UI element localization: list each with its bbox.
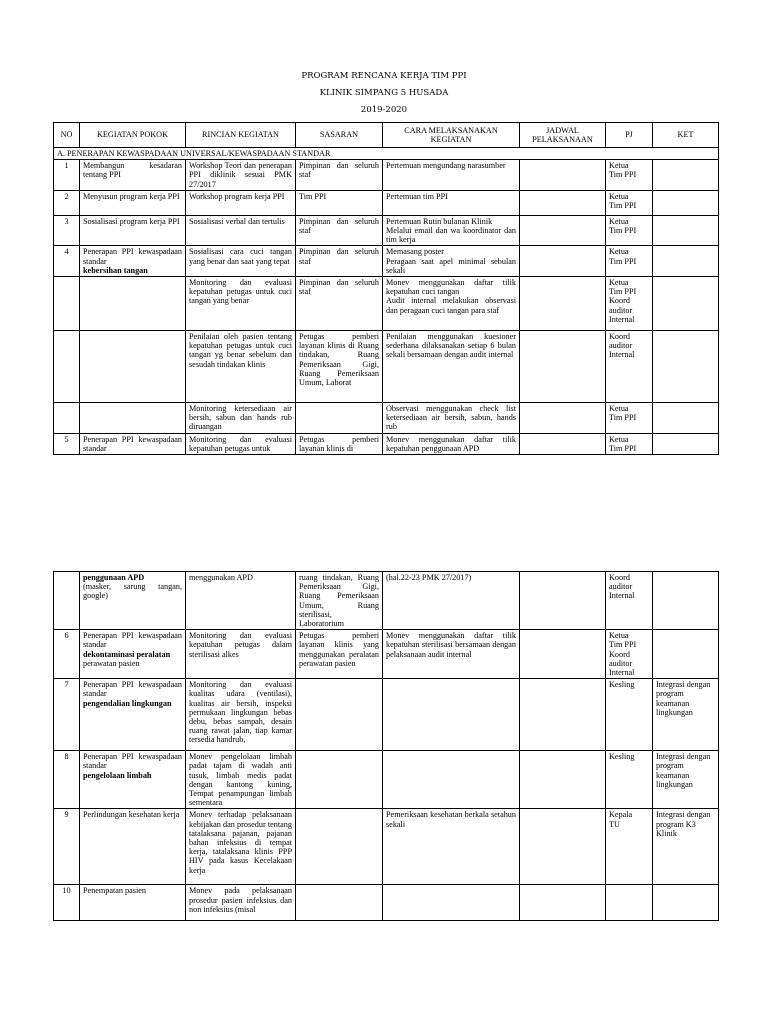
cara-line: Monev menggunakan daftar tilik kepatuhan cuci tangan xyxy=(386,278,516,297)
rincian-cell: Sosialisasi verbal dan tertulis xyxy=(186,215,296,246)
ket-cell xyxy=(653,246,719,277)
pj-cell xyxy=(606,215,653,246)
cara-line: Peragaan saat apel minimal sebulan sekali xyxy=(386,256,516,275)
pj-line: auditor xyxy=(609,341,633,351)
jadwal-cell xyxy=(520,679,606,751)
pj-line: Tim PPI xyxy=(609,640,637,650)
rincian-cell: Monev pengelolaan limbah padat tajam di wadah anti tusuk, limbah medis padat dengan kantong kuning, Tempat penampungan limbah sementara xyxy=(186,751,296,809)
cara-line: Pertemuan tim PPI xyxy=(386,191,448,201)
sasaran-cell xyxy=(296,679,383,751)
row-number: 5 xyxy=(54,433,80,454)
col-kegiatan-header: KEGIATAN POKOK xyxy=(80,123,186,148)
kegiatan-cell xyxy=(80,160,186,191)
row-number: 4 xyxy=(54,246,80,277)
pj-line: Kesling xyxy=(609,752,635,762)
rincian-cell: Monitoring dan evaluasi kepatuhan petugas untuk xyxy=(186,433,296,454)
pj-line: Tim PPI xyxy=(609,413,637,423)
table-row xyxy=(54,885,719,921)
ket-cell: Integrasi dengan program keamanan lingkungan xyxy=(653,679,719,751)
pj-line: Kesling xyxy=(609,680,635,690)
jadwal-cell xyxy=(520,277,606,331)
ket-cell: Integrasi dengan program K3 Klinik xyxy=(653,809,719,885)
row-number: 1 xyxy=(54,160,80,191)
cara-cell xyxy=(383,433,520,454)
pj-cell xyxy=(606,246,653,277)
col-ket-header: KET xyxy=(653,123,719,148)
ket-cell xyxy=(653,160,719,191)
row-number: 7 xyxy=(54,679,80,751)
kegiatan-cell xyxy=(80,403,186,434)
pj-line: Koord xyxy=(609,332,630,342)
pj-cell xyxy=(606,751,653,809)
sasaran-cell: Petugas pemberi layanan klinis yang menggunakan peralatan perawatan pasien xyxy=(296,630,383,679)
jadwal-cell xyxy=(520,433,606,454)
kegiatan-text: Menyusun program kerja PPI xyxy=(83,191,180,201)
table-row xyxy=(54,215,719,246)
cara-cell xyxy=(383,215,520,246)
table-row xyxy=(54,751,719,809)
jadwal-cell xyxy=(520,246,606,277)
pj-line: Internal xyxy=(609,350,635,360)
table-row xyxy=(54,433,719,454)
pj-line: Tim PPI xyxy=(609,170,637,180)
kegiatan-cell xyxy=(80,433,186,454)
pj-line: Ketua xyxy=(609,404,629,414)
kegiatan-cell xyxy=(80,190,186,215)
row-number xyxy=(54,403,80,434)
jadwal-cell xyxy=(520,403,606,434)
kegiatan-text: Sosialisasi program kerja PPI xyxy=(83,216,180,226)
table-row xyxy=(54,403,719,434)
pj-line: Tim PPI xyxy=(609,256,637,266)
ket-cell xyxy=(653,215,719,246)
rincian-cell: Penilaian oleh pasien tentang kepatuhan petugas untuk cuci tangan yg benar sebelum dan sesudah tindakan klinis xyxy=(186,331,296,403)
pj-line: Koord xyxy=(609,649,630,659)
cara-cell xyxy=(383,809,520,885)
sasaran-cell: Tim PPI xyxy=(296,190,383,215)
ket-cell xyxy=(653,190,719,215)
kegiatan-text: Penerapan PPI kewaspadaan standar xyxy=(83,752,182,771)
sasaran-cell: Petugas pemberi layanan klinis di xyxy=(296,433,383,454)
rincian-cell: Monev terhadap pelaksanaan kebijakan dan prosedur tentang tatalaksana pajanan, pajanan bahan infeksius di tempat kerja, tatalaksana klinis PPP HIV pada kasus Kecelakaan kerja xyxy=(186,809,296,885)
row-number xyxy=(54,277,80,331)
kegiatan-bold-text: penggunaan APD xyxy=(83,573,145,582)
jadwal-cell xyxy=(520,572,606,630)
kegiatan-cell xyxy=(80,277,186,331)
cara-cell xyxy=(383,679,520,751)
pj-cell xyxy=(606,433,653,454)
sasaran-cell: Pimpinan dan seluruh staf xyxy=(296,215,383,246)
cara-line: Memasang poster xyxy=(386,247,444,257)
cara-line: Melalui email dan wa koordinator dan tim kerja xyxy=(386,226,516,245)
kegiatan-text: Penerapan PPI kewaspadaan standar xyxy=(83,631,182,650)
pj-line: TU xyxy=(609,819,620,829)
pj-line: Ketua xyxy=(609,247,629,257)
sasaran-cell: ruang tindakan, Ruang Pemeriksaan Gigi, Ruang Pemeriksaan Umum, Ruang sterilisasi, Laboratorium xyxy=(296,572,383,630)
col-no-header: NO xyxy=(54,123,80,148)
table-row xyxy=(54,572,719,630)
kegiatan-text: Penempatan pasien xyxy=(83,886,146,896)
cara-line: Pemeriksaan kesehatan berkala setahun sekali xyxy=(386,810,516,829)
ket-cell: Integrasi dengan program keamanan lingkungan xyxy=(653,751,719,809)
rincian-cell: Monev pada pelaksanaan prosedur pasien infeksius dan non infeksius (misal xyxy=(186,885,296,921)
pj-cell xyxy=(606,277,653,331)
pj-line: Internal xyxy=(609,591,635,601)
ket-cell xyxy=(653,331,719,403)
row-number: 9 xyxy=(54,809,80,885)
jadwal-cell xyxy=(520,751,606,809)
cara-cell xyxy=(383,403,520,434)
sasaran-cell: Pimpinan dan seluruh staf xyxy=(296,160,383,191)
pj-line: Ketua xyxy=(609,216,629,226)
pj-line: Koord xyxy=(609,573,630,582)
cara-line: Pertemuan mengundang narasumber xyxy=(386,161,506,171)
cara-cell xyxy=(383,246,520,277)
rincian-cell: Sosialisasi cara cuci tangan yang benar dan saat yang tepat xyxy=(186,246,296,277)
sasaran-cell: Petugas pemberi layanan klinis di Ruang tindakan, Ruang Pemeriksaan Gigi, Ruang Pemeriksaan Umum, Laborat xyxy=(296,331,383,403)
table-row xyxy=(54,277,719,331)
pj-line: Tim PPI xyxy=(609,287,637,297)
jadwal-cell xyxy=(520,190,606,215)
pj-line: Internal xyxy=(609,314,635,324)
cara-line: Observasi menggunakan check list ketersediaan air bersih, sabun, hands rub xyxy=(386,404,516,432)
ket-cell xyxy=(653,572,719,630)
pj-line: Kepala xyxy=(609,810,633,820)
pj-cell xyxy=(606,885,653,921)
pj-line: Tim PPI xyxy=(609,443,637,453)
pj-cell xyxy=(606,630,653,679)
pj-cell xyxy=(606,572,653,630)
kegiatan-suffix-text: perawatan pasien xyxy=(83,658,140,668)
kegiatan-cell xyxy=(80,751,186,809)
cara-cell xyxy=(383,190,520,215)
pj-line: Ketua xyxy=(609,161,629,171)
work-plan-table-page2 xyxy=(53,571,719,921)
pj-line: Ketua xyxy=(609,191,629,201)
rincian-cell: Workshop program kerja PPI xyxy=(186,190,296,215)
kegiatan-text: Perlindungan kesehatan kerja xyxy=(83,810,180,820)
doc-subtitle: KLINIK SIMPANG 5 HUSADA xyxy=(319,88,449,98)
table-row xyxy=(54,679,719,751)
sasaran-cell xyxy=(296,885,383,921)
kegiatan-suffix-text: (masker, sarung tangan, google) xyxy=(83,582,182,601)
kegiatan-cell xyxy=(80,331,186,403)
col-pj-header: PJ xyxy=(606,123,653,148)
jadwal-cell xyxy=(520,809,606,885)
kegiatan-cell xyxy=(80,809,186,885)
cara-line: Monev menggunakan daftar tilik kepatuhan penggunaan APD xyxy=(386,434,516,453)
sasaran-cell: Pimpinan dan seluruh staf xyxy=(296,277,383,331)
kegiatan-cell xyxy=(80,572,186,630)
sasaran-cell xyxy=(296,809,383,885)
pj-line: Ketua xyxy=(609,434,629,444)
doc-title: PROGRAM RENCANA KERJA TIM PPI xyxy=(301,71,467,81)
row-number: 2 xyxy=(54,190,80,215)
sasaran-cell xyxy=(296,403,383,434)
pj-line: Tim PPI xyxy=(609,201,637,211)
kegiatan-text: Penerapan PPI kewaspadaan standar xyxy=(83,680,182,699)
kegiatan-bold-text: pengelolaan limbah xyxy=(83,770,152,780)
cara-cell xyxy=(383,885,520,921)
rincian-cell: Monitoring dan evaluasi kualitas udara (ventilasi), kualitas air bersih, inspeksi permukaan lingkungan bebas debu, bebas sampah, desain ruang rawat jalan, tiap kamar tersedia handrub, xyxy=(186,679,296,751)
cara-line: Audit internal melakukan observasi dan peragaan cuci tangan para staf xyxy=(386,296,516,315)
pj-line: auditor xyxy=(609,582,633,592)
pj-cell xyxy=(606,403,653,434)
col-cara-header: CARA MELAKSANAKAN KEGIATAN xyxy=(383,123,520,148)
table-row xyxy=(54,809,719,885)
pj-line: Tim PPI xyxy=(609,226,637,236)
row-number xyxy=(54,572,80,630)
sasaran-cell xyxy=(296,751,383,809)
ket-cell xyxy=(653,277,719,331)
kegiatan-cell xyxy=(80,885,186,921)
sasaran-cell: Pimpinan dan seluruh staf xyxy=(296,246,383,277)
jadwal-cell xyxy=(520,885,606,921)
pj-line: auditor xyxy=(609,658,633,668)
row-number: 6 xyxy=(54,630,80,679)
ket-cell xyxy=(653,630,719,679)
cara-line: Monev menggunakan daftar tilik kepatuhan sterilisasi bersamaan dengan pelaksanaan audit internal xyxy=(386,631,516,659)
cara-cell xyxy=(383,751,520,809)
pj-cell xyxy=(606,679,653,751)
kegiatan-bold-text: dekontaminasi peralatan xyxy=(83,649,171,659)
pj-cell xyxy=(606,331,653,403)
kegiatan-cell xyxy=(80,679,186,751)
kegiatan-cell xyxy=(80,246,186,277)
table-row xyxy=(54,160,719,191)
rincian-cell: Monitoring dan evaluasi kepatuhan petugas untuk cuci tangan yang benar xyxy=(186,277,296,331)
cara-cell xyxy=(383,277,520,331)
row-number xyxy=(54,331,80,403)
pj-cell xyxy=(606,190,653,215)
rincian-cell: Monitoring dan evaluasi kepatuhan petugas dalam sterilisasi alkes xyxy=(186,630,296,679)
section-a-heading: A. PENERAPAN KEWASPADAAN UNIVERSAL/KEWASPADAAN STANDAR xyxy=(54,148,719,160)
kegiatan-text: Penerapan PPI kewaspadaan standar xyxy=(83,434,182,453)
jadwal-cell xyxy=(520,331,606,403)
table-row xyxy=(54,246,719,277)
cara-line: Pertemuan Rutin bulanan Klinik xyxy=(386,216,493,226)
col-jadwal-header: JADWAL PELAKSANAAN xyxy=(520,123,606,148)
cara-line: Penilaian menggunakan kuesioner sederhana dilaksanakan setiap 6 bulan sekali bersamaan dengan audit internal xyxy=(386,332,516,360)
table-row xyxy=(54,190,719,215)
cara-cell xyxy=(383,630,520,679)
cara-line: (hal.22-23 PMK 27/2017) xyxy=(386,573,472,582)
kegiatan-bold-text: kebersihan tangan xyxy=(83,265,148,275)
ket-cell xyxy=(653,885,719,921)
kegiatan-text: Membangun kesadaran tentang PPI xyxy=(83,161,182,180)
row-number: 3 xyxy=(54,215,80,246)
rincian-cell: menggunakan APD xyxy=(186,572,296,630)
doc-year: 2019-2020 xyxy=(360,105,408,115)
col-sasaran-header: SASARAN xyxy=(296,123,383,148)
table-row xyxy=(54,630,719,679)
kegiatan-cell xyxy=(80,630,186,679)
cara-cell xyxy=(383,331,520,403)
pj-line: Internal xyxy=(609,668,635,678)
kegiatan-text: Penerapan PPI kewaspadaan standar xyxy=(83,247,182,266)
pj-cell xyxy=(606,160,653,191)
row-number: 8 xyxy=(54,751,80,809)
col-rincian-header: RINCIAN KEGIATAN xyxy=(186,123,296,148)
rincian-cell: Monitoring ketersediaan air bersih, sabun dan hands rub diruangan xyxy=(186,403,296,434)
cara-cell xyxy=(383,572,520,630)
jadwal-cell xyxy=(520,215,606,246)
kegiatan-cell xyxy=(80,215,186,246)
pj-cell xyxy=(606,809,653,885)
kegiatan-bold-text: pengendalian lingkungan xyxy=(83,698,172,708)
ket-cell xyxy=(653,433,719,454)
rincian-cell: Workshop Teori dan penerapan PPI diklinik sesuai PMK 27/2017 xyxy=(186,160,296,191)
pj-line: Ketua xyxy=(609,278,629,288)
pj-line: Koord xyxy=(609,296,630,306)
work-plan-table-page1 xyxy=(53,122,719,455)
pj-line: auditor xyxy=(609,305,633,315)
jadwal-cell xyxy=(520,160,606,191)
cara-cell xyxy=(383,160,520,191)
row-number: 10 xyxy=(54,885,80,921)
table-row xyxy=(54,331,719,403)
ket-cell xyxy=(653,403,719,434)
pj-line: Ketua xyxy=(609,631,629,641)
jadwal-cell xyxy=(520,630,606,679)
